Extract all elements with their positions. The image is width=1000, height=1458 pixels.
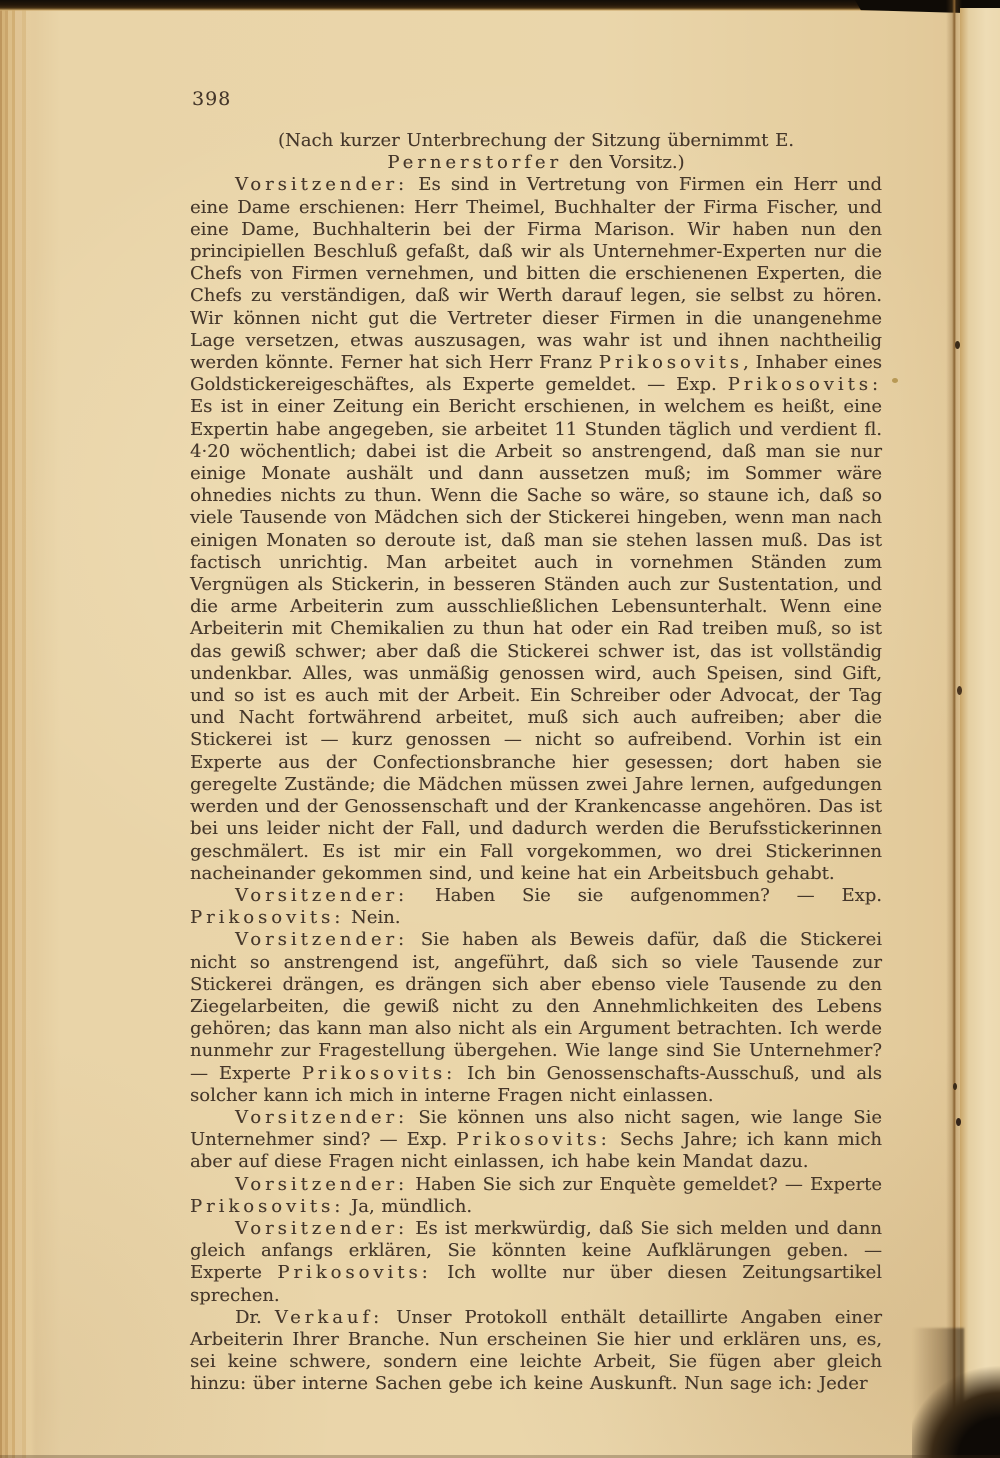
text-run: Sie können uns also nicht sagen, wie lange Sie Unternehmer sind? — Exp. [190,1106,882,1151]
speaker-name: Vorsitzender: [235,174,409,196]
paragraph [190,1307,882,1396]
text-run: Ja, mündlich. [344,1195,473,1217]
paragraph [190,1107,882,1174]
paragraph [190,1174,882,1218]
corner-shadow [912,1363,1000,1458]
text-run: Nein. [344,907,401,929]
speaker-name: Vorsitzender: [235,1217,409,1239]
book-top-edge [0,0,1000,11]
paragraph [190,174,882,885]
speaker-name: Verkauf: [274,1306,384,1328]
page-number: 398 [192,88,232,110]
speaker-name: Vorsitzender: [235,929,409,951]
facing-page-edge [960,8,1000,1458]
text-run: Haben Sie sie aufgenommen? — Exp. [408,884,882,906]
ink-speck [957,686,962,695]
speaker-name: Prikosovits: [727,374,882,396]
text-run: Ich wollte nur über diesen Zeitungsartikel sprechen. [190,1262,882,1306]
text-run: Ich bin Genossenschafts-Ausschuß, und als solcher kann ich mich in interne Fragen nicht einlassen. [190,1062,882,1106]
paragraph [190,885,882,929]
text-run: Es sind in Vertretung von Firmen ein Herr und eine Dame erschienen: Herr Theimel, Buchhalter der Firma Fischer, und eine Dame, Buchhalterin bei der Firma Marison. Wir haben nun den principiellen Beschluß gefaßt, daß wir als Unternehmer-Experten nur die Chefs von Firmen vernehmen, und bitten die erschienenen Experten, die Chefs zu verständigen, daß wir Werth darauf legen, sie selbst zu hören. Wir können nicht gut die Vertreter dieser Firmen in die unangenehme Lage versetzen, etwas auszusagen, was wahr ist und ihnen nachtheilig werden könnte. Ferner hat sich Herr Franz [190,174,882,374]
speaker-name: Prikosovits [598,352,743,374]
page-left-edge [0,0,36,1458]
ink-speck [953,1083,957,1090]
text-run: Es ist merkwürdig, daß Sie sich melden und dann gleich anfangs erklären, Sie könnten keine Aufklärungen geben. — Experte [190,1217,882,1284]
speaker-name: Prikosovits: [456,1129,611,1151]
speaker-name: Prikosovits: [190,1195,345,1217]
text-run: , Inhaber eines Goldstickereigeschäftes, als Experte gemeldet. — Exp. [190,352,882,396]
text-run: Es ist in einer Zeitung ein Bericht erschienen, in welchem es heißt, eine Expertin habe angegeben, sie arbeitet 11 Stunden täglich und verdient fl. 4·20 wöchentlich; dabei ist die Arbeit so anstrengend, daß man sie nur einige Monate aushält und dann aussetzen muß; im Sommer wäre ohnedies nichts zu thun. Wenn die Sache so wäre, so staune ich, daß so viele Tausende von Mädchen sich der Stickerei hingeben, wenn man nach einigen Monaten so deroute ist, daß man sie stehen lassen muß. Das ist factisch unrichtig. Man arbeitet auch in vornehmen Ständen zum Vergnügen als Stickerin, in besseren Ständen auch zur Sustentation, und die arme Arbeiterin zum ausschließlichen Lebensunterhalt. Wenn eine Arbeiterin mit Chemikalien zu thun hat oder ein Rad treiben muß, so ist das gewiß schwer; aber daß die Stickerei schwer ist, das ist vollständig undenkbar. Alles, was unmäßig genossen wird, auch Speisen, sind Gift, und so ist es auch mit der Arbeit. Ein Schreiber oder Advocat, der Tag und Nacht fortwährend arbeitet, muß sich auch aufreiben; aber die Stickerei ist — kurz genossen — nicht so aufreibend. Vorhin ist ein Experte aus der Confectionsbranche hier gesessen; dort haben sie geregelte Zustände; die Mädchen müssen zwei Jahre lernen, aufgedungen werden und der Genossenschaft und der Krankencasse angehören. Das ist bei uns leider nicht der Fall, und dadurch werden die Berufsstickerinnen geschmälert. Es ist mir ein Fall vorgekommen, wo drei Stickerinnen nacheinander gekommen sind, und keine hat ein Arbeitsbuch gehabt. [190,396,882,884]
ink-speck [956,1118,961,1126]
text-run: den Vorsitz.) [562,152,685,174]
text-run: Unser Protokoll enthält detaillirte Angaben einer Arbeiterin Ihrer Branche. Nun erscheinen Sie hier und erklären uns, es, sei keine schwere, sondern eine leichte Arbeit, Sie fügen aber gleich hinzu: über interne Sachen gebe ich keine Auskunft. Nun sage ich: Jeder [190,1306,882,1395]
speaker-name: Prikosovits: [190,907,345,929]
paper-stain [892,378,898,383]
paragraph [190,130,882,174]
text-run: Sie haben als Beweis dafür, daß die Stickerei nicht so anstrengend ist, angeführt, daß sich so viele Tausende zur Stickerei drängen, es drängen sich aber ebenso viele Tausende zu den Ziegelarbeiten, die gewiß nicht zu den Annehmlichkeiten des Lebens gehören; das kann man also nicht als ein Argument betrachten. Ich werde nunmehr zur Fragestellung übergehen. Wie lange sind Sie Unternehmer? — Experte [190,929,882,1084]
speaker-name: Vorsitzender: [235,884,409,906]
speaker-name: Prikosovits: [301,1062,457,1084]
speaker-name: Pernerstorfer [387,152,563,174]
speaker-name: Vorsitzender: [235,1106,409,1128]
text-run: Dr. [235,1306,275,1328]
text-run: (Nach kurzer Unterbrechung der Sitzung übernimmt E. [277,130,794,151]
text-run: Haben Sie sich zur Enquète gemeldet? — Experte [408,1173,882,1195]
paragraph [190,1218,882,1307]
speaker-name: Prikosovits: [277,1262,432,1284]
ink-speck [955,341,960,349]
speaker-name: Vorsitzender: [235,1173,409,1195]
paragraph [190,929,882,1107]
text-run: Sechs Jahre; ich kann mich aber auf diese Fragen nicht einlassen, ich habe kein Mandat dazu. [190,1129,882,1173]
text-block [190,130,882,1396]
